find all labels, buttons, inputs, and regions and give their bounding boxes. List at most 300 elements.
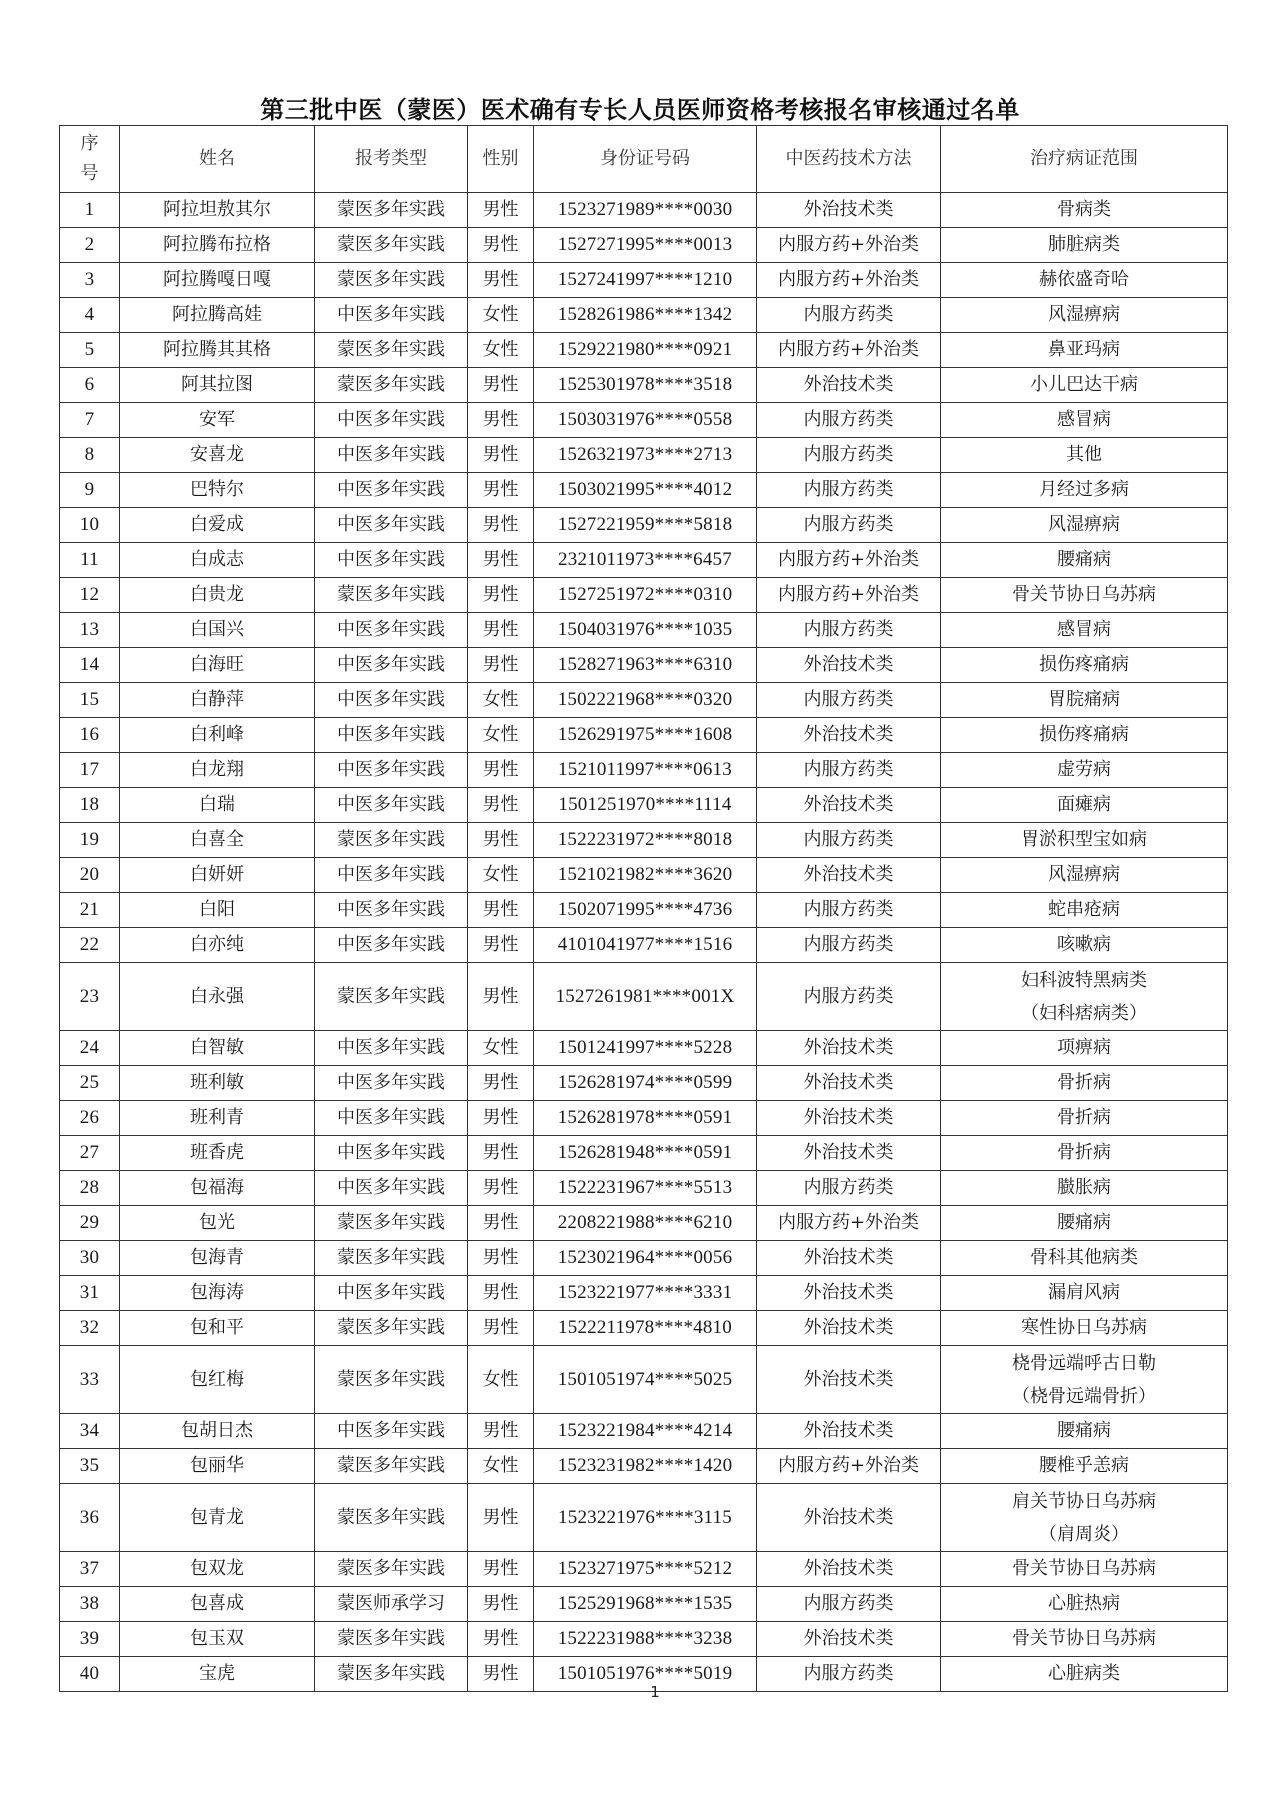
cell-name: 阿拉腾其其格 bbox=[120, 333, 315, 368]
table-row bbox=[60, 613, 1228, 648]
cell-id: 1522231967****5513 bbox=[534, 1171, 757, 1206]
cell-method: 内服方药+外治类 bbox=[757, 543, 941, 578]
cell-type: 中医多年实践 bbox=[315, 1101, 468, 1136]
cell-scope-line: 骨病类 bbox=[1057, 199, 1111, 220]
cell-sex: 男性 bbox=[468, 788, 534, 823]
table-row bbox=[60, 823, 1228, 858]
cell-scope bbox=[941, 578, 1228, 613]
cell-sex: 男性 bbox=[468, 193, 534, 228]
cell-id: 1523221976****3115 bbox=[534, 1484, 757, 1552]
cell-scope-line: 小儿巴达干病 bbox=[1030, 374, 1138, 395]
cell-seq: 27 bbox=[60, 1136, 120, 1171]
cell-scope-line: 骨关节协日乌苏病 bbox=[1012, 1558, 1156, 1579]
cell-scope-line: 心脏热病 bbox=[1048, 1593, 1120, 1614]
table-row bbox=[60, 1031, 1228, 1066]
cell-sex: 男性 bbox=[468, 1171, 534, 1206]
cell-name: 包双龙 bbox=[120, 1552, 315, 1587]
cell-scope bbox=[941, 1311, 1228, 1346]
cell-name: 阿拉腾布拉格 bbox=[120, 228, 315, 263]
cell-sex: 男性 bbox=[468, 438, 534, 473]
cell-name: 班香虎 bbox=[120, 1136, 315, 1171]
cell-scope-line: 肺脏病类 bbox=[1048, 234, 1120, 255]
cell-sex: 男性 bbox=[468, 263, 534, 298]
cell-sex: 男性 bbox=[468, 508, 534, 543]
cell-scope bbox=[941, 543, 1228, 578]
cell-sex: 男性 bbox=[468, 1136, 534, 1171]
cell-type: 蒙医多年实践 bbox=[315, 368, 468, 403]
table-row bbox=[60, 1622, 1228, 1657]
cell-id: 1521021982****3620 bbox=[534, 858, 757, 893]
table-row bbox=[60, 683, 1228, 718]
page-number: 1 bbox=[650, 1683, 660, 1701]
table-row bbox=[60, 1136, 1228, 1171]
cell-sex: 男性 bbox=[468, 1484, 534, 1552]
cell-id: 1522231972****8018 bbox=[534, 823, 757, 858]
cell-method: 外治技术类 bbox=[757, 718, 941, 753]
cell-name: 班利敏 bbox=[120, 1066, 315, 1101]
cell-scope bbox=[941, 1101, 1228, 1136]
cell-id: 1527261981****001X bbox=[534, 963, 757, 1031]
cell-sex: 男性 bbox=[468, 753, 534, 788]
cell-type: 蒙医多年实践 bbox=[315, 1241, 468, 1276]
cell-scope-line: 臌胀病 bbox=[1057, 1177, 1111, 1198]
cell-seq: 8 bbox=[60, 438, 120, 473]
cell-sex: 男性 bbox=[468, 1066, 534, 1101]
cell-id: 4101041977****1516 bbox=[534, 928, 757, 963]
cell-name: 白智敏 bbox=[120, 1031, 315, 1066]
cell-type: 蒙医多年实践 bbox=[315, 228, 468, 263]
cell-sex: 男性 bbox=[468, 368, 534, 403]
cell-method: 内服方药类 bbox=[757, 298, 941, 333]
cell-method: 外治技术类 bbox=[757, 1031, 941, 1066]
cell-id: 1527241997****1210 bbox=[534, 263, 757, 298]
table-row bbox=[60, 648, 1228, 683]
table-row bbox=[60, 508, 1228, 543]
cell-method: 内服方药+外治类 bbox=[757, 578, 941, 613]
cell-method: 内服方药类 bbox=[757, 403, 941, 438]
cell-id: 1525301978****3518 bbox=[534, 368, 757, 403]
cell-sex: 女性 bbox=[468, 1031, 534, 1066]
table-row bbox=[60, 1587, 1228, 1622]
cell-method: 外治技术类 bbox=[757, 1484, 941, 1552]
cell-type: 蒙医多年实践 bbox=[315, 1206, 468, 1241]
cell-scope-line: 漏肩风病 bbox=[1048, 1282, 1120, 1303]
cell-scope-line: 其他 bbox=[1066, 444, 1102, 465]
cell-scope-line: 风湿痹病 bbox=[1048, 304, 1120, 325]
header-method: 中医药技术方法 bbox=[757, 126, 941, 193]
cell-id: 1523231982****1420 bbox=[534, 1449, 757, 1484]
cell-name: 阿拉腾高娃 bbox=[120, 298, 315, 333]
cell-method: 内服方药类 bbox=[757, 613, 941, 648]
roster-table bbox=[59, 125, 1228, 1692]
cell-type: 中医多年实践 bbox=[315, 543, 468, 578]
cell-id: 1522231988****3238 bbox=[534, 1622, 757, 1657]
header-type: 报考类型 bbox=[315, 126, 468, 193]
cell-scope-line: （桡骨远端骨折） bbox=[1012, 1385, 1156, 1407]
cell-scope bbox=[941, 193, 1228, 228]
cell-name: 白国兴 bbox=[120, 613, 315, 648]
cell-scope-line: 桡骨远端呼古日勒 bbox=[1012, 1352, 1156, 1374]
cell-seq: 10 bbox=[60, 508, 120, 543]
table-row bbox=[60, 1066, 1228, 1101]
cell-scope-line: 腰痛病 bbox=[1057, 549, 1111, 570]
table-row bbox=[60, 263, 1228, 298]
cell-name: 白成志 bbox=[120, 543, 315, 578]
cell-scope-line: 项痹病 bbox=[1057, 1037, 1111, 1058]
cell-method: 外治技术类 bbox=[757, 1276, 941, 1311]
cell-type: 蒙医多年实践 bbox=[315, 823, 468, 858]
cell-scope-line: 胃淤积型宝如病 bbox=[1021, 829, 1147, 850]
cell-method: 内服方药类 bbox=[757, 823, 941, 858]
cell-method: 内服方药+外治类 bbox=[757, 228, 941, 263]
cell-method: 外治技术类 bbox=[757, 788, 941, 823]
cell-sex: 男性 bbox=[468, 1101, 534, 1136]
cell-scope bbox=[941, 928, 1228, 963]
cell-scope bbox=[941, 788, 1228, 823]
table-row bbox=[60, 1449, 1228, 1484]
cell-scope bbox=[941, 368, 1228, 403]
table-row bbox=[60, 1206, 1228, 1241]
cell-sex: 男性 bbox=[468, 963, 534, 1031]
cell-method: 内服方药类 bbox=[757, 1587, 941, 1622]
cell-id: 1526281978****0591 bbox=[534, 1101, 757, 1136]
cell-type: 中医多年实践 bbox=[315, 753, 468, 788]
cell-method: 外治技术类 bbox=[757, 858, 941, 893]
cell-scope-line: 感冒病 bbox=[1057, 409, 1111, 430]
cell-seq: 17 bbox=[60, 753, 120, 788]
cell-type: 蒙医多年实践 bbox=[315, 1657, 468, 1692]
cell-scope bbox=[941, 1449, 1228, 1484]
cell-method: 内服方药类 bbox=[757, 438, 941, 473]
cell-scope bbox=[941, 1241, 1228, 1276]
cell-method: 外治技术类 bbox=[757, 193, 941, 228]
table-row bbox=[60, 333, 1228, 368]
cell-scope-line: 骨折病 bbox=[1057, 1142, 1111, 1163]
cell-scope bbox=[941, 1622, 1228, 1657]
table-row bbox=[60, 368, 1228, 403]
cell-method: 外治技术类 bbox=[757, 1346, 941, 1414]
cell-method: 外治技术类 bbox=[757, 1101, 941, 1136]
cell-type: 中医多年实践 bbox=[315, 928, 468, 963]
cell-id: 1527251972****0310 bbox=[534, 578, 757, 613]
cell-scope-line: 腰痛病 bbox=[1057, 1212, 1111, 1233]
cell-id: 1521011997****0613 bbox=[534, 753, 757, 788]
cell-id: 1501241997****5228 bbox=[534, 1031, 757, 1066]
cell-sex: 男性 bbox=[468, 648, 534, 683]
cell-type: 中医多年实践 bbox=[315, 788, 468, 823]
header-name: 姓名 bbox=[120, 126, 315, 193]
cell-type: 蒙医多年实践 bbox=[315, 333, 468, 368]
cell-scope-line: 肩关节协日乌苏病 bbox=[1012, 1490, 1156, 1512]
cell-seq: 38 bbox=[60, 1587, 120, 1622]
cell-id: 1501051976****5019 bbox=[534, 1657, 757, 1692]
cell-name: 包和平 bbox=[120, 1311, 315, 1346]
cell-type: 中医多年实践 bbox=[315, 1276, 468, 1311]
table-row bbox=[60, 858, 1228, 893]
cell-sex: 男性 bbox=[468, 1587, 534, 1622]
cell-sex: 男性 bbox=[468, 1552, 534, 1587]
cell-sex: 男性 bbox=[468, 1206, 534, 1241]
cell-seq: 29 bbox=[60, 1206, 120, 1241]
cell-seq: 1 bbox=[60, 193, 120, 228]
cell-seq: 34 bbox=[60, 1414, 120, 1449]
cell-name: 宝虎 bbox=[120, 1657, 315, 1692]
cell-type: 中医多年实践 bbox=[315, 1031, 468, 1066]
cell-id: 1526281948****0591 bbox=[534, 1136, 757, 1171]
cell-sex: 男性 bbox=[468, 823, 534, 858]
cell-scope bbox=[941, 438, 1228, 473]
cell-seq: 37 bbox=[60, 1552, 120, 1587]
cell-name: 安军 bbox=[120, 403, 315, 438]
cell-scope bbox=[941, 333, 1228, 368]
cell-scope bbox=[941, 683, 1228, 718]
cell-sex: 男性 bbox=[468, 928, 534, 963]
cell-type: 中医多年实践 bbox=[315, 718, 468, 753]
cell-method: 外治技术类 bbox=[757, 1622, 941, 1657]
cell-scope bbox=[941, 1552, 1228, 1587]
cell-seq: 3 bbox=[60, 263, 120, 298]
cell-seq: 15 bbox=[60, 683, 120, 718]
cell-type: 中医多年实践 bbox=[315, 1414, 468, 1449]
cell-method: 内服方药+外治类 bbox=[757, 1206, 941, 1241]
cell-seq: 4 bbox=[60, 298, 120, 333]
cell-scope-line: 蛇串疮病 bbox=[1048, 899, 1120, 920]
cell-name: 白海旺 bbox=[120, 648, 315, 683]
cell-id: 1527271995****0013 bbox=[534, 228, 757, 263]
cell-method: 外治技术类 bbox=[757, 1311, 941, 1346]
cell-scope-line: 腰椎乎恙病 bbox=[1039, 1455, 1129, 1476]
cell-seq: 21 bbox=[60, 893, 120, 928]
cell-scope-line: 妇科波特黑病类 bbox=[1021, 969, 1147, 991]
table-row bbox=[60, 438, 1228, 473]
cell-seq: 24 bbox=[60, 1031, 120, 1066]
table-row bbox=[60, 228, 1228, 263]
cell-type: 中医多年实践 bbox=[315, 613, 468, 648]
table-row bbox=[60, 963, 1228, 1031]
cell-scope bbox=[941, 473, 1228, 508]
cell-scope bbox=[941, 263, 1228, 298]
cell-method: 外治技术类 bbox=[757, 648, 941, 683]
table-row bbox=[60, 1311, 1228, 1346]
cell-type: 中医多年实践 bbox=[315, 508, 468, 543]
cell-method: 内服方药类 bbox=[757, 893, 941, 928]
cell-scope bbox=[941, 1346, 1228, 1414]
cell-sex: 男性 bbox=[468, 1241, 534, 1276]
cell-scope bbox=[941, 1031, 1228, 1066]
cell-seq: 32 bbox=[60, 1311, 120, 1346]
cell-scope-line: 月经过多病 bbox=[1039, 479, 1129, 500]
cell-seq: 13 bbox=[60, 613, 120, 648]
cell-type: 蒙医多年实践 bbox=[315, 1311, 468, 1346]
cell-id: 1526291975****1608 bbox=[534, 718, 757, 753]
cell-method: 内服方药+外治类 bbox=[757, 1449, 941, 1484]
cell-type: 蒙医多年实践 bbox=[315, 1449, 468, 1484]
cell-type: 蒙医多年实践 bbox=[315, 578, 468, 613]
cell-name: 白永强 bbox=[120, 963, 315, 1031]
table-row bbox=[60, 718, 1228, 753]
cell-sex: 男性 bbox=[468, 893, 534, 928]
cell-type: 蒙医多年实践 bbox=[315, 1484, 468, 1552]
cell-type: 蒙医多年实践 bbox=[315, 193, 468, 228]
cell-seq: 23 bbox=[60, 963, 120, 1031]
table-body bbox=[60, 193, 1228, 1692]
cell-name: 白阳 bbox=[120, 893, 315, 928]
table-row bbox=[60, 1101, 1228, 1136]
cell-id: 1529221980****0921 bbox=[534, 333, 757, 368]
cell-name: 白利峰 bbox=[120, 718, 315, 753]
cell-scope-line: 胃脘痛病 bbox=[1048, 689, 1120, 710]
cell-name: 包红梅 bbox=[120, 1346, 315, 1414]
table-row bbox=[60, 193, 1228, 228]
cell-sex: 女性 bbox=[468, 1346, 534, 1414]
cell-scope bbox=[941, 963, 1228, 1031]
header-sex: 性别 bbox=[468, 126, 534, 193]
table-row bbox=[60, 928, 1228, 963]
table-row bbox=[60, 1414, 1228, 1449]
cell-type: 蒙医多年实践 bbox=[315, 1622, 468, 1657]
cell-name: 包丽华 bbox=[120, 1449, 315, 1484]
cell-type: 蒙医师承学习 bbox=[315, 1587, 468, 1622]
cell-id: 1523221984****4214 bbox=[534, 1414, 757, 1449]
cell-id: 1526321973****2713 bbox=[534, 438, 757, 473]
cell-scope bbox=[941, 1414, 1228, 1449]
cell-name: 阿拉坦敖其尔 bbox=[120, 193, 315, 228]
cell-id: 1527221959****5818 bbox=[534, 508, 757, 543]
cell-sex: 女性 bbox=[468, 1449, 534, 1484]
cell-method: 外治技术类 bbox=[757, 368, 941, 403]
cell-scope bbox=[941, 858, 1228, 893]
cell-scope bbox=[941, 1206, 1228, 1241]
cell-seq: 12 bbox=[60, 578, 120, 613]
cell-scope-line: 骨折病 bbox=[1057, 1107, 1111, 1128]
cell-scope-line: 心脏病类 bbox=[1048, 1663, 1120, 1684]
cell-id: 1528271963****6310 bbox=[534, 648, 757, 683]
cell-id: 1503031976****0558 bbox=[534, 403, 757, 438]
cell-type: 中医多年实践 bbox=[315, 298, 468, 333]
cell-method: 内服方药+外治类 bbox=[757, 263, 941, 298]
header-seq-line-1: 序 bbox=[80, 133, 99, 154]
cell-type: 中医多年实践 bbox=[315, 473, 468, 508]
cell-sex: 女性 bbox=[468, 858, 534, 893]
cell-method: 内服方药类 bbox=[757, 473, 941, 508]
cell-seq: 25 bbox=[60, 1066, 120, 1101]
cell-scope bbox=[941, 1587, 1228, 1622]
cell-type: 中医多年实践 bbox=[315, 683, 468, 718]
table-row bbox=[60, 893, 1228, 928]
cell-sex: 女性 bbox=[468, 298, 534, 333]
cell-scope-line: 骨关节协日乌苏病 bbox=[1012, 1628, 1156, 1649]
cell-scope-line: 咳嗽病 bbox=[1057, 934, 1111, 955]
cell-scope-line: （妇科痞病类） bbox=[1021, 1002, 1147, 1024]
cell-id: 1523021964****0056 bbox=[534, 1241, 757, 1276]
cell-id: 1523221977****3331 bbox=[534, 1276, 757, 1311]
cell-seq: 16 bbox=[60, 718, 120, 753]
header-scope: 治疗病证范围 bbox=[941, 126, 1228, 193]
cell-name: 班利青 bbox=[120, 1101, 315, 1136]
table-row bbox=[60, 1241, 1228, 1276]
cell-name: 白静萍 bbox=[120, 683, 315, 718]
cell-scope bbox=[941, 753, 1228, 788]
cell-seq: 14 bbox=[60, 648, 120, 683]
cell-method: 内服方药类 bbox=[757, 753, 941, 788]
cell-seq: 18 bbox=[60, 788, 120, 823]
cell-seq: 28 bbox=[60, 1171, 120, 1206]
cell-scope bbox=[941, 508, 1228, 543]
cell-id: 1503021995****4012 bbox=[534, 473, 757, 508]
cell-name: 巴特尔 bbox=[120, 473, 315, 508]
cell-name: 白龙翔 bbox=[120, 753, 315, 788]
cell-scope-line: 骨关节协日乌苏病 bbox=[1012, 584, 1156, 605]
cell-scope-line: 面瘫病 bbox=[1057, 794, 1111, 815]
cell-method: 外治技术类 bbox=[757, 1241, 941, 1276]
cell-type: 中医多年实践 bbox=[315, 648, 468, 683]
cell-sex: 女性 bbox=[468, 333, 534, 368]
cell-seq: 31 bbox=[60, 1276, 120, 1311]
cell-method: 内服方药类 bbox=[757, 928, 941, 963]
cell-name: 包青龙 bbox=[120, 1484, 315, 1552]
cell-sex: 男性 bbox=[468, 1311, 534, 1346]
cell-scope bbox=[941, 228, 1228, 263]
cell-seq: 5 bbox=[60, 333, 120, 368]
cell-sex: 男性 bbox=[468, 1276, 534, 1311]
cell-scope bbox=[941, 298, 1228, 333]
cell-method: 外治技术类 bbox=[757, 1136, 941, 1171]
table-row bbox=[60, 1484, 1228, 1552]
cell-scope-line: 虚劳病 bbox=[1057, 759, 1111, 780]
cell-method: 内服方药类 bbox=[757, 1171, 941, 1206]
cell-scope bbox=[941, 648, 1228, 683]
cell-id: 1526281974****0599 bbox=[534, 1066, 757, 1101]
cell-scope-line: 寒性协日乌苏病 bbox=[1021, 1317, 1147, 1338]
cell-id: 1523271989****0030 bbox=[534, 193, 757, 228]
cell-id: 1522211978****4810 bbox=[534, 1311, 757, 1346]
cell-scope bbox=[941, 823, 1228, 858]
cell-type: 中医多年实践 bbox=[315, 1171, 468, 1206]
cell-method: 内服方药类 bbox=[757, 1657, 941, 1692]
cell-seq: 19 bbox=[60, 823, 120, 858]
cell-scope-line: 风湿痹病 bbox=[1048, 864, 1120, 885]
cell-scope bbox=[941, 1066, 1228, 1101]
cell-method: 内服方药类 bbox=[757, 683, 941, 718]
cell-scope bbox=[941, 1484, 1228, 1552]
cell-id: 1523271975****5212 bbox=[534, 1552, 757, 1587]
cell-scope-line: 骨折病 bbox=[1057, 1072, 1111, 1093]
cell-id: 1501051974****5025 bbox=[534, 1346, 757, 1414]
cell-name: 包胡日杰 bbox=[120, 1414, 315, 1449]
cell-seq: 7 bbox=[60, 403, 120, 438]
cell-seq: 6 bbox=[60, 368, 120, 403]
table-row bbox=[60, 298, 1228, 333]
cell-id: 1502071995****4736 bbox=[534, 893, 757, 928]
cell-type: 蒙医多年实践 bbox=[315, 963, 468, 1031]
cell-name: 包福海 bbox=[120, 1171, 315, 1206]
cell-seq: 36 bbox=[60, 1484, 120, 1552]
document-title: 第三批中医（蒙医）医术确有专长人员医师资格考核报名审核通过名单 bbox=[260, 96, 1020, 124]
cell-type: 中医多年实践 bbox=[315, 1066, 468, 1101]
cell-type: 蒙医多年实践 bbox=[315, 1552, 468, 1587]
cell-scope-line: 风湿痹病 bbox=[1048, 514, 1120, 535]
cell-name: 白妍妍 bbox=[120, 858, 315, 893]
cell-type: 中医多年实践 bbox=[315, 893, 468, 928]
cell-id: 2208221988****6210 bbox=[534, 1206, 757, 1241]
cell-id: 1504031976****1035 bbox=[534, 613, 757, 648]
cell-sex: 男性 bbox=[468, 403, 534, 438]
table-row bbox=[60, 1346, 1228, 1414]
cell-name: 包海青 bbox=[120, 1241, 315, 1276]
table-row bbox=[60, 578, 1228, 613]
table-row bbox=[60, 1552, 1228, 1587]
cell-method: 内服方药类 bbox=[757, 963, 941, 1031]
